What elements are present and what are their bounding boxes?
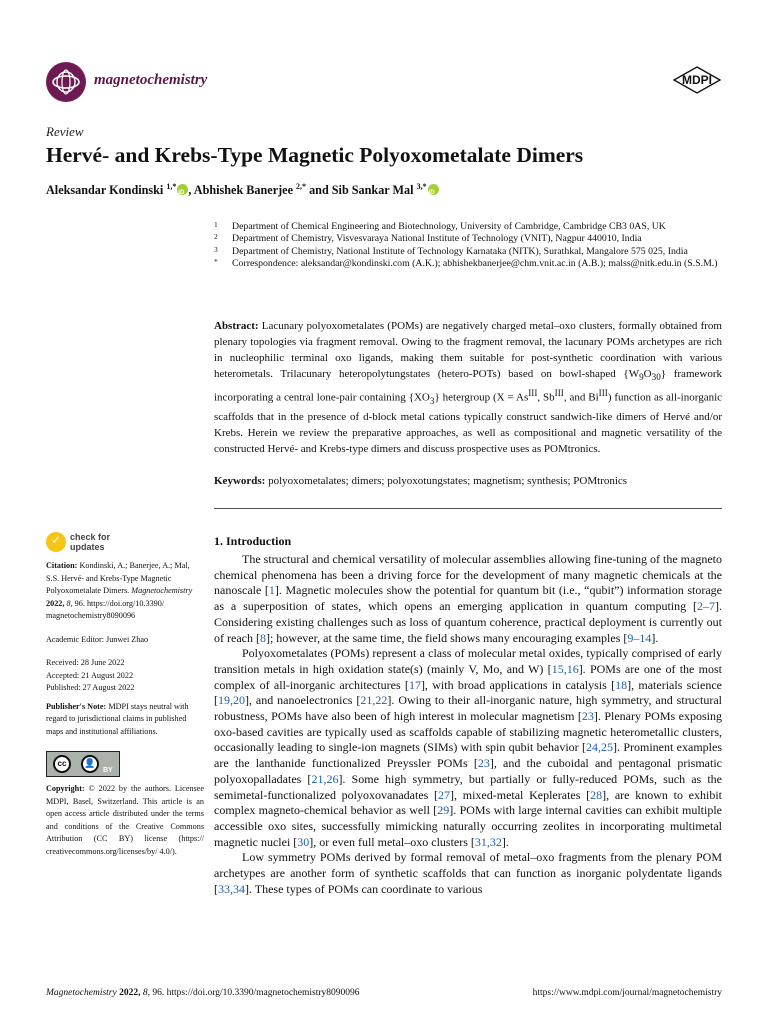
abstract-sup: III <box>598 388 608 399</box>
mdpi-logo[interactable] <box>672 66 722 96</box>
abstract-text: } framework incorporating a central lone-pair containing {XO <box>214 368 722 405</box>
author-name[interactable]: Abhishek Banerjee <box>193 183 293 198</box>
citation-journal: Magnetochemistry <box>131 586 193 595</box>
abstract-sub: 3 <box>429 396 435 407</box>
cc-by-label: BY <box>103 767 113 774</box>
attribution-icon: 👤 <box>81 755 99 773</box>
section-divider <box>214 508 722 509</box>
accepted-date: Accepted: 21 August 2022 <box>46 670 134 680</box>
affiliation-text: Department of Chemistry, National Institute of Technology Karnataka (NITK), Surathkal, Mangalore 575 025, India <box>232 245 688 257</box>
published-date: Published: 27 August 2022 <box>46 683 135 692</box>
affiliation-mark: * <box>214 257 218 267</box>
affiliation-mark: 2 <box>214 232 218 242</box>
academic-editor: Academic Editor: Junwei Zhao <box>46 634 149 644</box>
author-affil-mark: 1,* <box>166 182 177 191</box>
author-list <box>46 179 726 198</box>
orcid-icon[interactable] <box>428 184 439 195</box>
keywords-text: polyoxometalates; dimers; polyoxotungstates; magnetism; synthesis; POMtronics <box>265 475 628 487</box>
citation-link[interactable]: 29 <box>437 803 450 818</box>
author-affil-mark: 2,* <box>296 182 307 191</box>
cc-by-license-badge[interactable] <box>46 751 120 777</box>
check-for-updates-button[interactable] <box>46 530 204 556</box>
publishers-note <box>46 701 204 739</box>
check-updates-line: updates <box>70 542 105 552</box>
affiliations <box>214 221 726 271</box>
footer-journal: Magnetochemistry <box>46 988 117 998</box>
footer-journal-url[interactable]: https://www.mdpi.com/journal/magnetochemistry <box>532 988 722 998</box>
paragraph: Polyoxometalates (POMs) represent a class of molecular metal oxides, typically comprised of early transition metals in high oxidation state(s) (mainly V, Mo, and W) [15,16]. POMs are one of the most complex of all-inorganic architectures [17], with broad applications in catalysis [18], materials science [19,20], and nanoelectronics [21,22]. Owing to their all-inorganic nature, high symmetry, and structural robustness, POMs have also been of high interest in molecular magnetism [23]. Plenary POMs exposing oxo-based cavities are typically used as scaffolds capable of stabilizing magnetic heterometallic clusters, occasionally leading to single-ion magnets (SIMs) with spin qubit behavior [24,25]. Prominent examples are the lanthanide functionalized Preyssler POMs [23], and the cuboidal and pentagonal prismatic polyoxopalladates [21,26]. Some high symmetry, but partially or fully-reduced POMs, such as the semimetal-functionalized polyoxovanadates [27], mixed-metal Keplerates [28], are known to exhibit complex magneto-chemical behavior as well [29]. POMs with large internal cavities can exhibit multiple accessible oxo sites, successfully mimicking naturally occurring zeolites in incorporating multimetal magnetic nuclei [30], or even full metal–oxo clusters [31,32]. <box>214 646 723 849</box>
article-title: Hervé- and Krebs-Type Magnetic Polyoxometalate Dimers <box>46 143 584 167</box>
affiliation-text: Department of Chemistry, Visvesvaraya National Institute of Technology (VNIT), Nagpur 440010, India <box>232 233 642 245</box>
citation-year: 2022, <box>46 598 67 608</box>
author-name[interactable]: Aleksandar Kondinski <box>46 183 164 198</box>
citation-link[interactable]: 21,26 <box>311 771 339 786</box>
citation-link[interactable]: 15,16 <box>551 661 579 676</box>
citation-link[interactable]: 19,20 <box>218 693 245 708</box>
abstract-text: O <box>643 368 652 381</box>
check-updates-icon <box>46 532 66 552</box>
article-type: Review <box>46 124 84 139</box>
abstract-text: ) function as all-inorganic scaffolds that in the presence of d-block metal cations typically construct sandwich-like dimers of Hervé and/or Krebs. Herein we review the preparative approaches, as well as compositional and magnetic versatility of the constructed Hervé- and Krebs-type dimers and discuss prospective uses as POMtronics. <box>214 392 723 456</box>
journal-logo-icon[interactable] <box>46 62 86 102</box>
abstract-text: Lacunary polyoxometalates (POMs) are negatively charged metal–oxo clusters, formally obtained from plenary topologies via fragment removal. Owing to the fragment removal, the lacunary POMs archetypes are rich in nucleophilic terminal oxo ligands, making them suitable for post-synthetic coordination with various heterometals. Trilacunary heteropolytungstates (hetero-POTs) based on bowl-shaped {W <box>214 320 722 381</box>
affiliation-mark: 3 <box>214 244 218 254</box>
abstract-sup: III <box>554 388 564 399</box>
citation-link[interactable]: 31,32 <box>474 834 502 849</box>
citation-link[interactable]: 21,22 <box>360 693 388 708</box>
check-updates-line: check for <box>70 532 111 542</box>
citation-link[interactable]: 17 <box>408 677 421 692</box>
article-info-sidebar <box>46 530 204 863</box>
abstract-text: } hetergroup (X = As <box>434 392 529 405</box>
affiliation-text: Department of Chemical Engineering and Biotechnology, University of Cambridge, Cambridge CB3 0AS, UK <box>232 221 666 232</box>
citation <box>46 560 204 623</box>
citation-volume: 8 <box>66 598 71 608</box>
abstract-sub: 30 <box>651 372 661 383</box>
copyright-text: © 2022 by the authors. Licensee MDPI, Basel, Switzerland. This article is an open access article distributed under the terms and conditions of the Creative Commons Attribution (CC BY) license (https:// creativecommons.org/licenses/by/ 4.0/). <box>46 784 204 856</box>
citation-link[interactable]: 9–14 <box>627 630 652 645</box>
affiliation-mark: 1 <box>214 220 218 229</box>
author-separator: and <box>306 183 332 198</box>
correspondence <box>214 258 726 270</box>
abstract-sup: III <box>528 388 538 399</box>
affiliation-item <box>214 246 726 258</box>
citation-doi[interactable]: , 96. https://doi.org/10.3390/ magnetochemistry8090096 <box>46 598 165 620</box>
abstract <box>214 318 722 457</box>
citation-link[interactable]: 23 <box>477 756 490 771</box>
check-updates-label <box>70 532 110 552</box>
author-separator: , <box>188 183 194 198</box>
citation-link[interactable]: 23 <box>581 709 594 724</box>
copyright <box>46 783 204 858</box>
citation-link[interactable]: 1 <box>268 583 275 598</box>
abstract-label: Abstract: <box>214 320 259 332</box>
footer-citation <box>46 988 360 998</box>
citation-link[interactable]: 2–7 <box>697 599 715 614</box>
cc-icon: cc <box>53 755 71 773</box>
mdpi-logo-text: MDPI <box>682 73 712 87</box>
journal-name[interactable]: magnetochemistry <box>94 72 208 88</box>
citation-link[interactable]: 30 <box>297 834 310 849</box>
affiliation-item <box>214 221 726 233</box>
paragraph: Low symmetry POMs derived by formal removal of metal–oxo fragments from the plenary POM archetypes are another form of synthetic scaffolds that can function as inorganic polydentate ligands [33,34]. These types of POMs can coordinate to various <box>214 850 722 896</box>
footer-volume: 8 <box>142 988 148 998</box>
citation-link[interactable]: 27 <box>438 787 451 802</box>
citation-link[interactable]: 33,34 <box>218 881 245 896</box>
correspondence-text[interactable]: Correspondence: aleksandar@kondinski.com (A.K.); abhishekbanerjee@chm.vnit.ac.in (A.B.); malss@nitk.edu.in (S.S.M.) <box>232 258 718 270</box>
keywords <box>214 473 722 489</box>
journal-header <box>46 62 722 102</box>
abstract-text: , and Bi <box>563 392 599 405</box>
paragraph: The structural and chemical versatility of molecular assemblies allowing fine-tuning of the magneto chemical phenomena has been a driving force for the development of many magnetic chemicals at the nanoscale [1]. Magnetic molecules show the potential for quantum bit (i.e., “qubit”) information storage as a superposition of states, which opens an emerging application in quantum computing [2–7]. Considering existing challenges such as loss of quantum coherence, practical deployment is currently out of reach [8]; however, at the same time, the field shows many encouraging examples [9–14]. <box>214 552 722 645</box>
footer-doi-link[interactable]: , 96. https://doi.org/10.3390/magnetochemistry8090096 <box>147 988 360 998</box>
author-name[interactable]: Sib Sankar Mal <box>331 183 414 198</box>
keywords-label: Keywords: <box>214 475 266 487</box>
copyright-label: Copyright: <box>46 784 85 793</box>
publishers-note-text: MDPI stays neutral with regard to jurisdictional claims in published maps and institutional affiliations. <box>46 701 189 736</box>
citation-link[interactable]: 8 <box>259 630 266 645</box>
citation-link[interactable]: 24,25 <box>586 740 613 755</box>
citation-link[interactable]: 28 <box>590 787 603 802</box>
citation-link[interactable]: 18 <box>615 677 628 692</box>
citation-text: Kondinski, A.; Banerjee, A.; Mal, S.S. Hervé- and Krebs-Type Magnetic Polyoxometalate Dimers. <box>46 561 190 595</box>
introduction-body <box>214 552 722 897</box>
publishers-note-label: Publisher's Note: <box>46 701 107 711</box>
author-affil-mark: 3,* <box>416 182 427 191</box>
orcid-icon[interactable] <box>177 184 188 195</box>
received-date: Received: 28 June 2022 <box>46 658 125 667</box>
section-heading: 1. Introduction <box>214 534 292 548</box>
affiliation-item <box>214 233 726 245</box>
abstract-text: , Sb <box>537 392 555 405</box>
abstract-sub: 9 <box>639 372 644 383</box>
citation-label: Citation: <box>46 561 78 570</box>
footer-year: 2022, <box>116 988 143 998</box>
